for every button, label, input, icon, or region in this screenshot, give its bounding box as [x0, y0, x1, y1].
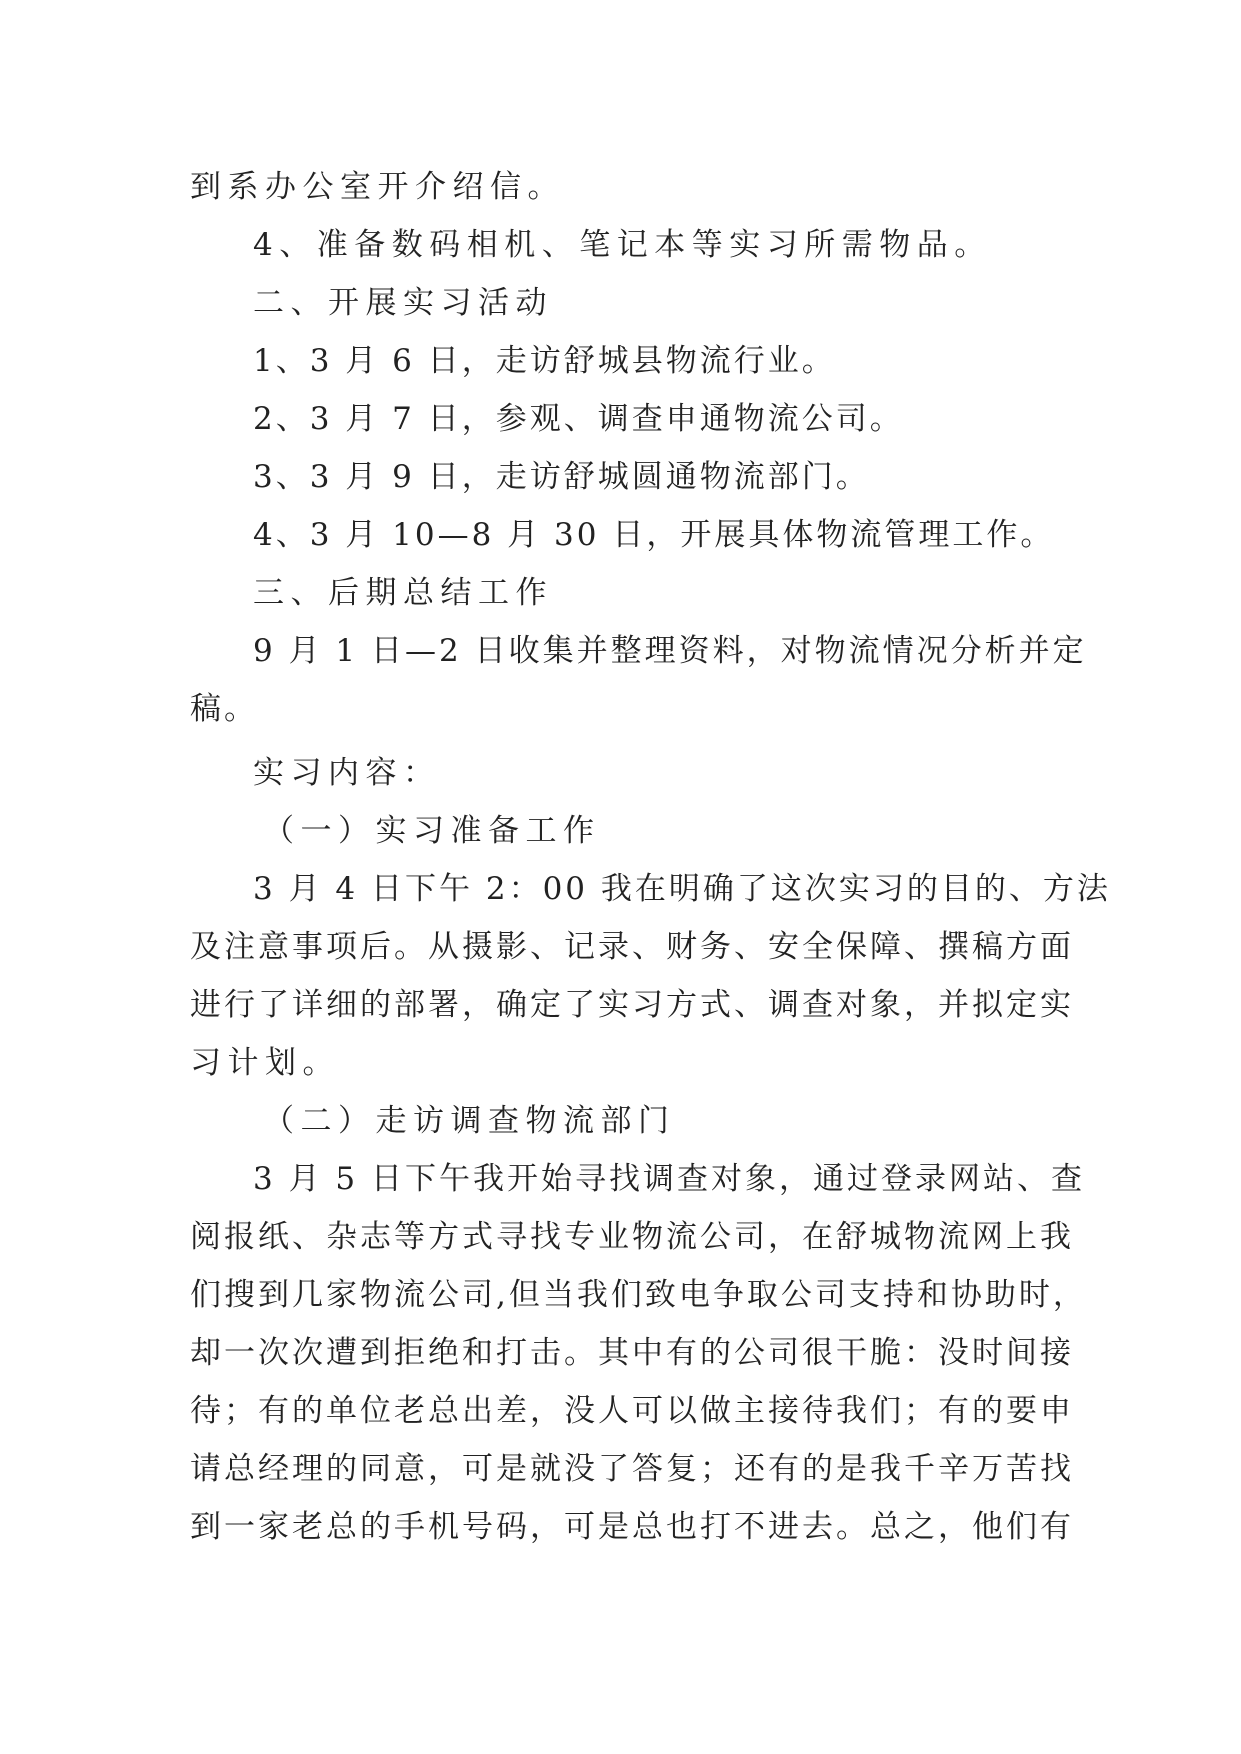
text-line: 3 月 4 日下午 2：00 我在明确了这次实习的目的、方法: [253, 871, 1111, 907]
list-item: 4、3 月 10—8 月 30 日，开展具体物流管理工作。: [253, 517, 1055, 553]
text-line: 们搜到几家物流公司,但当我们致电争取公司支持和协助时，: [190, 1277, 1087, 1313]
text-line: 及注意事项后。从摄影、记录、财务、安全保障、撰稿方面: [190, 929, 1074, 965]
text-line: 4、准备数码相机、笔记本等实习所需物品。: [253, 227, 992, 263]
text-line: 待；有的单位老总出差，没人可以做主接待我们；有的要申: [190, 1393, 1074, 1429]
subheading: 实习内容：: [253, 755, 441, 791]
subsection-heading: （二）走访调查物流部门: [263, 1103, 676, 1139]
list-item: 3、3 月 9 日，走访舒城圆通物流部门。: [253, 459, 870, 495]
text-line: 请总经理的同意，可是就没了答复；还有的是我千辛万苦找: [190, 1451, 1074, 1487]
text-line: 进行了详细的部署，确定了实习方式、调查对象，并拟定实: [190, 987, 1074, 1023]
text-line: 9 月 1 日—2 日收集并整理资料，对物流情况分析并定: [253, 633, 1087, 669]
text-line: 3 月 5 日下午我开始寻找调查对象，通过登录网站、查: [253, 1161, 1086, 1197]
text-line: 到一家老总的手机号码，可是总也打不进去。总之，他们有: [190, 1509, 1074, 1545]
text-line: 稿。: [190, 691, 258, 727]
subsection-heading: （一）实习准备工作: [263, 813, 601, 849]
text-line: 却一次次遭到拒绝和打击。其中有的公司很干脆：没时间接: [190, 1335, 1074, 1371]
text-line: 习计划。: [190, 1045, 340, 1081]
section-heading: 二、开展实习活动: [253, 285, 553, 321]
section-heading: 三、后期总结工作: [253, 575, 553, 611]
text-line: 阅报纸、杂志等方式寻找专业物流公司，在舒城物流网上我: [190, 1219, 1074, 1255]
list-item: 1、3 月 6 日，走访舒城县物流行业。: [253, 343, 836, 379]
list-item: 2、3 月 7 日，参观、调查申通物流公司。: [253, 401, 904, 437]
text-line: 到系办公室开介绍信。: [190, 169, 565, 205]
